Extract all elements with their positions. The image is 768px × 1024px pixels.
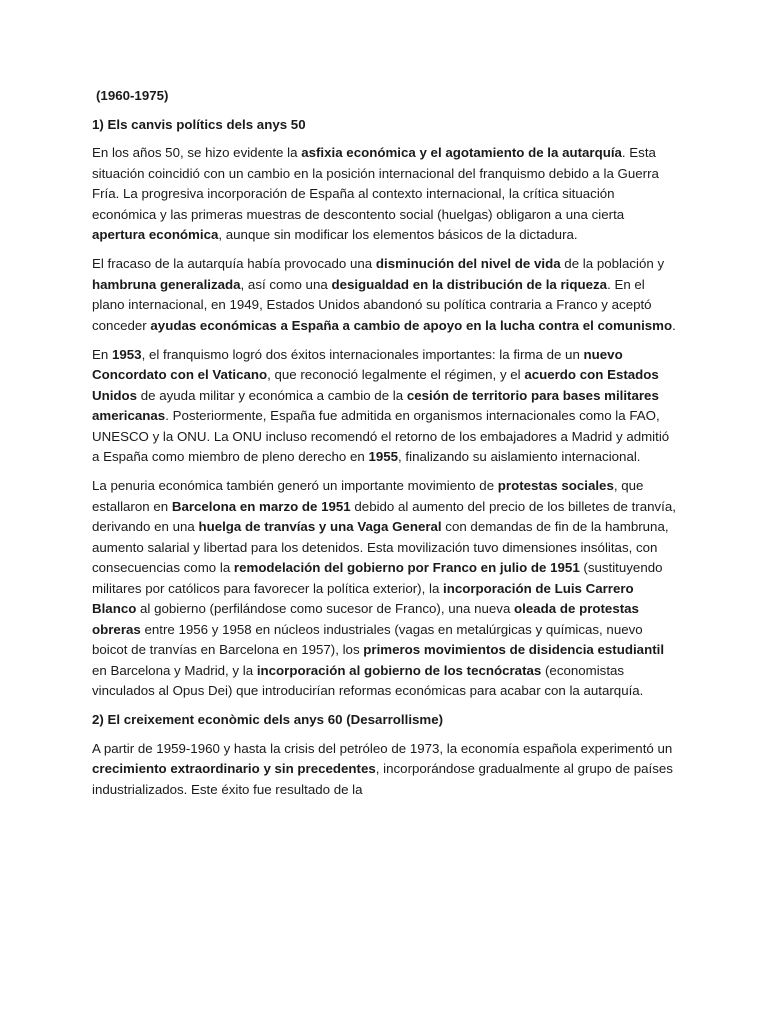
paragraph [92, 345, 678, 468]
text-run: (economistas vinculados al Opus Dei) que introducirían reformas económicas para acabar con la autarquía. [92, 662, 644, 698]
text-run: en Barcelona y Madrid, y la [92, 662, 257, 678]
text-run: , incorporándose gradualmente al grupo de países industrializados. Este éxito fue resultado de la [92, 761, 673, 797]
bold-text: crecimiento extraordinario y sin precedentes [92, 761, 376, 776]
text-run: , que reconoció legalmente el régimen, y el [267, 367, 525, 382]
bold-text: ayudas económicas a España a cambio de apoyo en la lucha contra el comunismo [150, 317, 673, 333]
text-run: A partir de 1959-1960 y hasta la crisis del petróleo de 1973, la economía española experimentó un [92, 740, 673, 756]
text-run: , finalizando su aislamiento internacional. [398, 449, 641, 464]
text-run: debido al aumento del precio de los billetes de tranvía, derivando en una [92, 498, 676, 534]
text-run: de la población y [560, 256, 665, 271]
text-run: , aunque sin modificar los elementos básicos de la dictadura. [218, 227, 578, 242]
text-run: con demandas de fin de la hambruna, aumento salarial y libertad para los detenidos. Esta movilización tuvo dimensiones insólitas, con consecuencias como la [92, 519, 669, 575]
text-run: , así como una [240, 276, 332, 292]
bold-text: 1955 [368, 449, 399, 464]
bold-text: hambruna generalizada [92, 276, 241, 292]
text-run: (sustituyendo militares por católicos para favorecer la política exterior), la [92, 560, 663, 596]
document-page [92, 86, 678, 809]
text-run: En [92, 346, 112, 362]
date-range: (1960-1975) [96, 88, 169, 103]
text-run: . Posteriormente, España fue admitida en organismos internacionales como la FAO, UNESCO y la ONU. La ONU incluso recomendó el retorno de los embajadores a Madrid y admitió a España como miembro de pleno derecho en [92, 408, 670, 464]
bold-text: apertura económica [92, 227, 219, 242]
section-heading-2: 2) El creixement econòmic dels anys 60 (Desarrollisme) [92, 712, 444, 727]
text-run: , que estallaron en [92, 478, 644, 514]
bold-text: nuevo Concordato con el Vaticano [92, 346, 623, 382]
bold-text: desigualdad en la distribución de la riqueza [331, 276, 608, 292]
bold-text: protestas sociales [497, 478, 614, 493]
paragraph [92, 476, 678, 702]
bold-text: acuerdo con Estados Unidos [92, 367, 659, 403]
text-run: entre 1956 y 1958 en núcleos industriales (vagas en metalúrgicas y químicas, nuevo boicot de tranvías en Barcelona en 1957), los [92, 621, 643, 657]
text-run: La penuria económica también generó un importante movimiento de [92, 478, 498, 493]
text-run: El fracaso de la autarquía había provocado una [92, 256, 376, 271]
paragraph [92, 143, 678, 246]
section-heading-1: 1) Els canvis polítics dels anys 50 [92, 116, 306, 132]
bold-text: asfixia económica y el agotamiento de la autarquía [301, 145, 622, 160]
bold-text: primeros movimientos de disidencia estudiantil [363, 642, 665, 657]
paragraph [92, 254, 678, 336]
text-run: al gobierno (perfilándose como sucesor de Franco), una nueva [136, 601, 515, 616]
text-run: . [672, 317, 676, 333]
text-run: , el franquismo logró dos éxitos internacionales importantes: la firma de un [141, 346, 584, 362]
text-run: . Esta situación coincidió con un cambio en la posición internacional del franquismo debido a la Guerra Fría. La progresiva incorporación de España al contexto internacional, la crítica situación económica y las primeras muestras de descontento social (huelgas) obligaron a una cierta [92, 145, 659, 222]
bold-text: 1953 [111, 346, 142, 362]
bold-text: oleada de protestas obreras [92, 601, 639, 637]
bold-text: disminución del nivel de vida [375, 256, 561, 271]
bold-text: Barcelona en marzo de 1951 [171, 498, 351, 514]
bold-text: cesión de territorio para bases militares americanas [92, 387, 659, 423]
text-run: . En el plano internacional, en 1949, Estados Unidos abandonó su política contraria a Franco y aceptó conceder [92, 276, 652, 333]
bold-text: remodelación del gobierno por Franco en julio de 1951 [233, 560, 580, 575]
bold-text: incorporación al gobierno de los tecnócratas [256, 662, 542, 678]
text-run: En los años 50, se hizo evidente la [92, 145, 302, 160]
text-run: de ayuda militar y económica a cambio de la [137, 387, 407, 403]
bold-text: huelga de tranvías y una Vaga General [198, 519, 442, 534]
bold-text: incorporación de Luis Carrero Blanco [92, 580, 634, 616]
paragraph [92, 739, 678, 801]
